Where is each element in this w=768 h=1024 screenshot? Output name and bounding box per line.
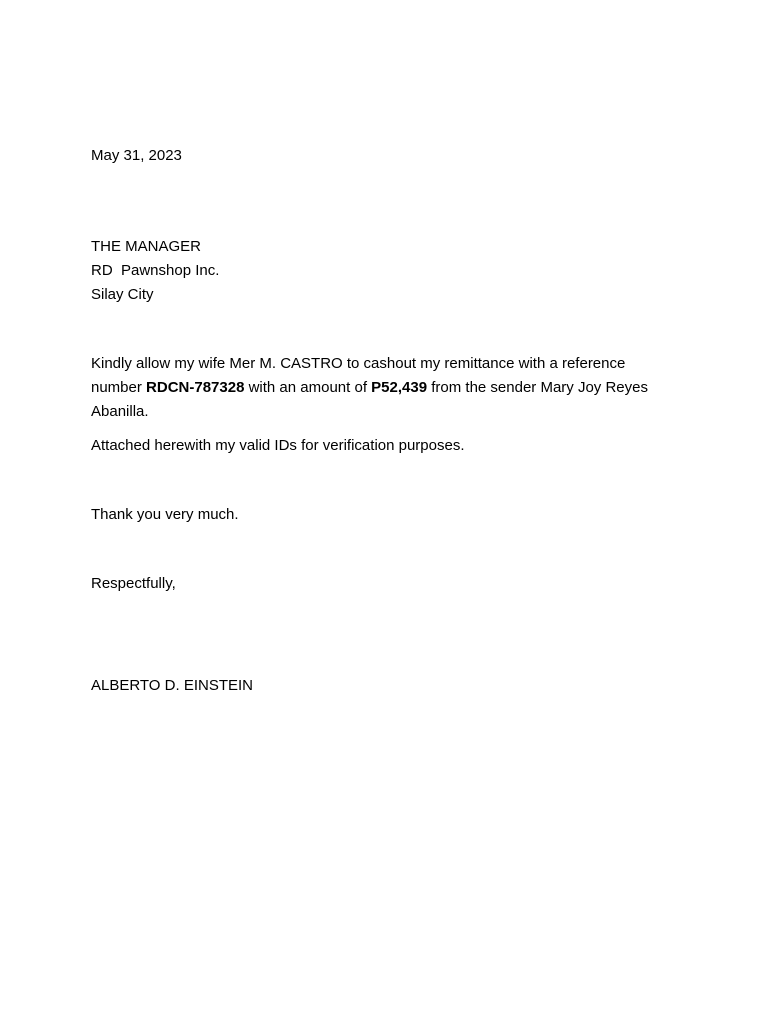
recipient-company: RD Pawnshop Inc. <box>91 262 220 279</box>
signatory-name: ALBERTO D. EINSTEIN <box>91 677 253 694</box>
body-paragraph-attachment: Attached herewith my valid IDs for verification purposes. <box>91 437 465 454</box>
remittance-amount: P52,439 <box>371 379 428 396</box>
reference-number: RDCN-787328 <box>146 379 245 396</box>
closing-line: Respectfully, <box>91 575 176 592</box>
request-text-2: with an amount of <box>244 379 372 396</box>
letter-date: May 31, 2023 <box>91 147 182 164</box>
body-paragraph-request <box>91 352 676 424</box>
request-text-3: from the sender Mary Joy Reyes Abanilla. <box>91 379 648 420</box>
recipient-city: Silay City <box>91 286 154 303</box>
recipient-title: THE MANAGER <box>91 238 202 255</box>
thank-you-line: Thank you very much. <box>91 506 239 523</box>
request-text-1: Kindly allow my wife Mer M. CASTRO to cashout my remittance with a reference number <box>91 355 626 396</box>
